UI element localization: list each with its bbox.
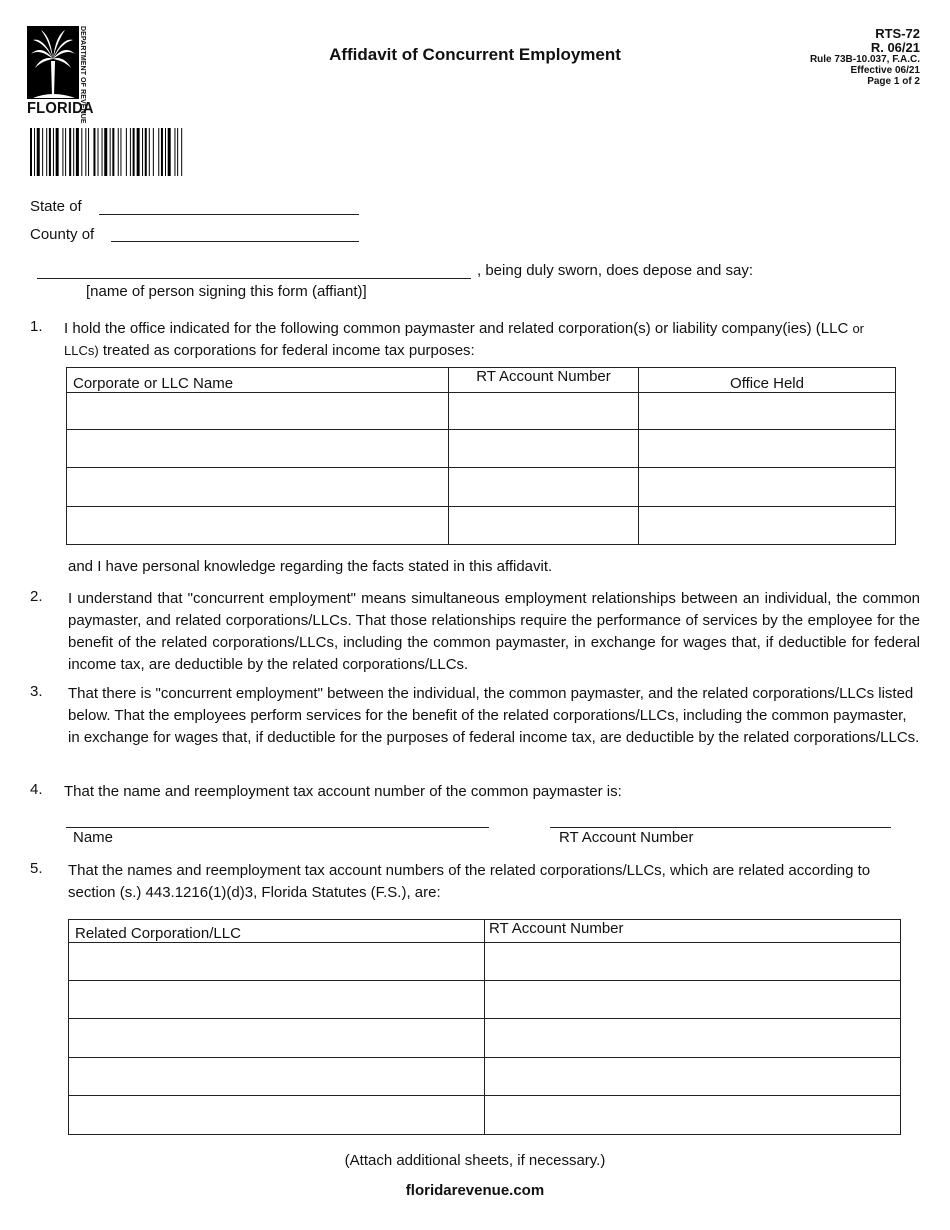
paymaster-rt-label: RT Account Number	[559, 829, 694, 846]
form-number: RTS-72	[875, 26, 920, 41]
item-5-text: That the names and reemployment tax account numbers of the related corporations/LLCs, which are related according to section (s.) 443.1216(1)(d)3, Florida Statutes (F.S.), are:	[68, 862, 871, 901]
barcode-bar	[112, 128, 114, 176]
barcode-bar	[98, 128, 99, 176]
barcode-bar	[56, 128, 59, 176]
barcode-bar	[30, 128, 32, 176]
department-of-revenue-label: DEPARTMENT OF REVENUE	[79, 26, 86, 124]
affiant-caption: [name of person signing this form (affiant)]	[86, 283, 367, 300]
barcode-bar	[62, 128, 63, 176]
barcode-bar	[149, 128, 150, 176]
table-row	[69, 1096, 901, 1135]
barcode-bar	[133, 128, 135, 176]
form-rule: Rule 73B-10.037, F.A.C.	[809, 54, 920, 66]
table-header-row	[69, 920, 901, 943]
affiant-name-line[interactable]	[37, 278, 471, 279]
column-header: Related Corporation/LLC	[69, 920, 485, 943]
barcode-bar	[88, 128, 89, 176]
column-header: Office Held	[639, 368, 896, 393]
barcode-bar	[46, 128, 47, 176]
barcode-bar	[165, 128, 166, 176]
state-label: State of	[30, 198, 82, 215]
paymaster-name-label: Name	[73, 829, 114, 846]
item-1-number: 1.	[30, 318, 43, 335]
barcode-bar	[81, 128, 82, 176]
table-cell[interactable]	[69, 1058, 485, 1096]
table-row	[67, 507, 896, 545]
paymaster-rt-line[interactable]	[550, 827, 891, 828]
barcode-bar	[49, 128, 51, 176]
table-cell[interactable]	[67, 430, 449, 468]
barcode-bar	[34, 128, 35, 176]
barcode-bar	[104, 128, 107, 176]
table-cell[interactable]	[485, 981, 901, 1019]
item-4-text: That the name and reemployment tax account number of the common paymaster is:	[64, 783, 622, 800]
table-row	[69, 1058, 901, 1096]
column-header: Corporate or LLC Name	[67, 368, 449, 393]
barcode-bar	[110, 128, 111, 176]
table-cell[interactable]	[67, 468, 449, 507]
barcode-bar	[130, 128, 131, 176]
barcode-bar	[168, 128, 171, 176]
table-header-row	[67, 368, 896, 393]
table-cell[interactable]	[69, 1096, 485, 1135]
sworn-statement: , being duly sworn, does depose and say:	[477, 262, 754, 279]
form-number-block	[810, 27, 920, 87]
item-4-number: 4.	[30, 781, 43, 798]
table-cell[interactable]	[449, 507, 639, 545]
barcode	[30, 128, 286, 176]
barcode-bar	[161, 128, 163, 176]
table-cell[interactable]	[69, 981, 485, 1019]
office-table	[66, 367, 896, 545]
table-cell[interactable]	[639, 393, 896, 430]
barcode-bar	[174, 128, 175, 176]
page-title: Affidavit of Concurrent Employment	[329, 45, 621, 64]
table-cell[interactable]	[485, 1019, 901, 1058]
table-cell[interactable]	[485, 1096, 901, 1135]
table-cell[interactable]	[449, 468, 639, 507]
table-row	[69, 981, 901, 1019]
item-3-number: 3.	[30, 683, 43, 700]
item-2-number: 2.	[30, 588, 43, 605]
state-input-line[interactable]	[99, 214, 359, 215]
barcode-bar	[65, 128, 66, 176]
barcode-bar	[142, 128, 143, 176]
barcode-bar	[76, 128, 79, 176]
item-5-number: 5.	[30, 860, 43, 877]
footer-website: floridarevenue.com	[405, 1182, 545, 1199]
barcode-bar	[73, 128, 74, 176]
table-row	[67, 468, 896, 507]
related-corporations-table	[68, 919, 901, 1135]
table-cell[interactable]	[69, 1019, 485, 1058]
barcode-bar	[118, 128, 119, 176]
florida-logo-text: FLORIDA	[27, 100, 94, 117]
barcode-bar	[177, 128, 178, 176]
barcode-bar	[53, 128, 54, 176]
barcode-bar	[120, 128, 121, 176]
barcode-bar	[102, 128, 103, 176]
barcode-bar	[126, 128, 127, 176]
barcode-bar	[181, 128, 182, 176]
county-input-line[interactable]	[111, 241, 359, 242]
table-cell[interactable]	[449, 430, 639, 468]
barcode-bar	[93, 128, 95, 176]
column-header: RT Account Number	[449, 368, 639, 393]
county-label: County of	[30, 226, 95, 243]
attach-sheets-note: (Attach additional sheets, if necessary.)	[344, 1152, 606, 1169]
table-row	[69, 1019, 901, 1058]
table-row	[67, 393, 896, 430]
table-row	[69, 943, 901, 981]
table-cell[interactable]	[67, 507, 449, 545]
table-cell[interactable]	[67, 393, 449, 430]
item-1-text: I hold the office indicated for the following common paymaster and related corporation(s) or liability company(ies) (LLC or LLCs) treated as corporations for federal income tax purposes:	[64, 320, 864, 359]
table-cell[interactable]	[69, 943, 485, 981]
barcode-bar	[85, 128, 86, 176]
paymaster-name-line[interactable]	[66, 827, 489, 828]
barcode-bar	[158, 128, 159, 176]
column-header: RT Account Number	[485, 920, 901, 943]
table-cell[interactable]	[639, 468, 896, 507]
barcode-bar	[69, 128, 71, 176]
barcode-bar	[42, 128, 43, 176]
barcode-bar	[145, 128, 147, 176]
form-effective: Effective 06/21	[850, 64, 920, 76]
barcode-bar	[153, 128, 154, 176]
barcode-bar	[137, 128, 140, 176]
item-1-closing: and I have personal knowledge regarding the facts stated in this affidavit.	[68, 558, 553, 575]
table-row	[67, 430, 896, 468]
form-page: Page 1 of 2	[867, 75, 920, 87]
item-2-text: I understand that "concurrent employment" means simultaneous employment relationships between an individual, the common paymaster, and related corporations/LLCs. That those relationships require the performance of services by the employee for the benefit of the related corporations/LLCs, including the common paymaster, in exchange for wages that, if deductible for federal income tax, are deductible by the related corporations/LLCs.	[68, 590, 920, 673]
table-cell[interactable]	[485, 1058, 901, 1096]
form-revision: R. 06/21	[870, 40, 920, 56]
barcode-bar	[37, 128, 40, 176]
table-cell[interactable]	[485, 943, 901, 981]
table-cell[interactable]	[449, 393, 639, 430]
table-cell[interactable]	[639, 430, 896, 468]
table-cell[interactable]	[639, 507, 896, 545]
item-3-text: That there is "concurrent employment" between the individual, the common paymaster, and the related corporations/LLCs listed below. That the employees perform services for the benefit of the related corporations/LLCs, including the common paymaster, in exchange for wages that, if deductible for the purposes of federal income tax, are deductible by the related corporations/LLCs.	[68, 685, 920, 746]
